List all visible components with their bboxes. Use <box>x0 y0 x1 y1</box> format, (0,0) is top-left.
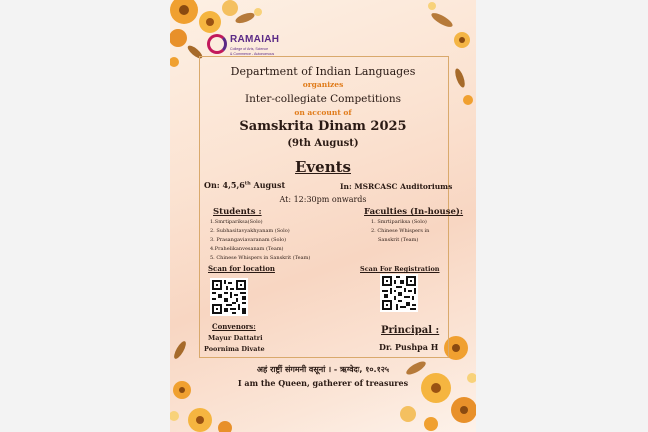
event-poster <box>170 0 476 432</box>
department-title: Department of Indian Languages <box>230 65 416 78</box>
principal-title: Principal : <box>381 325 440 336</box>
events-heading: Events <box>295 158 351 176</box>
logo-subtitle-line2: & Commerce - Autonomous <box>230 52 275 56</box>
location-qr-code[interactable] <box>210 278 248 316</box>
college-logo <box>207 34 297 62</box>
convenors-title: Convenors: <box>212 322 256 331</box>
faculty-event-item: 2. Chinese Whispers in <box>371 228 430 234</box>
convenor-name: Mayur Dattatri <box>208 334 263 342</box>
event-date: (9th August) <box>287 138 359 149</box>
registration-qr-code[interactable] <box>380 274 418 312</box>
on-account-text: on account of <box>294 108 352 117</box>
students-title: Students : <box>213 207 262 217</box>
qr-code-icon <box>210 278 248 316</box>
sanskrit-quote: अहं राष्ट्रीं संगमनी वसूनां । - ऋग्वेदः, १०.१२५ <box>256 365 390 374</box>
logo-name: RAMAIAH <box>230 34 280 45</box>
scan-registration-label: Scan For Registration <box>360 265 440 273</box>
event-days: On: 4,5,6th August <box>204 180 286 190</box>
event-name: Samskrita Dinam 2025 <box>239 119 407 134</box>
student-event-item: 1.Smrtipariksa(Solo) <box>210 219 263 225</box>
organizes-text: organizes <box>302 80 344 89</box>
faculty-event-item: 1. Smrtipariksa (Solo) <box>371 219 427 225</box>
event-venue: In: MSRCASC Auditoriums <box>340 182 453 191</box>
student-event-item: 3. Prasangaviavaranam (Solo) <box>210 237 287 243</box>
qr-code-icon <box>380 274 418 312</box>
faculties-title: Faculties (In-house): <box>364 207 464 217</box>
scan-location-label: Scan for location <box>208 264 275 273</box>
ramaiah-logo-icon <box>207 34 227 54</box>
quote-translation: I am the Queen, gatherer of treasures <box>237 378 409 388</box>
student-event-item: 2. Subhasitavyakhyanam (Solo) <box>210 228 290 234</box>
convenor-name: Poornima Divate <box>204 345 265 353</box>
logo-subtitle-line1: College of Arts, Science <box>230 47 269 51</box>
student-event-item: 4.Prahelikanvesanam (Team) <box>210 246 284 252</box>
faculty-event-item: Sanskrit (Team) <box>378 237 419 243</box>
student-event-item: 5. Chinese Whispers in Sanskrit (Team) <box>210 255 311 261</box>
competitions-title: Inter-collegiate Competitions <box>244 93 402 105</box>
principal-name: Dr. Pushpa H <box>379 342 439 352</box>
event-time: At: 12:30pm onwards <box>279 195 367 204</box>
